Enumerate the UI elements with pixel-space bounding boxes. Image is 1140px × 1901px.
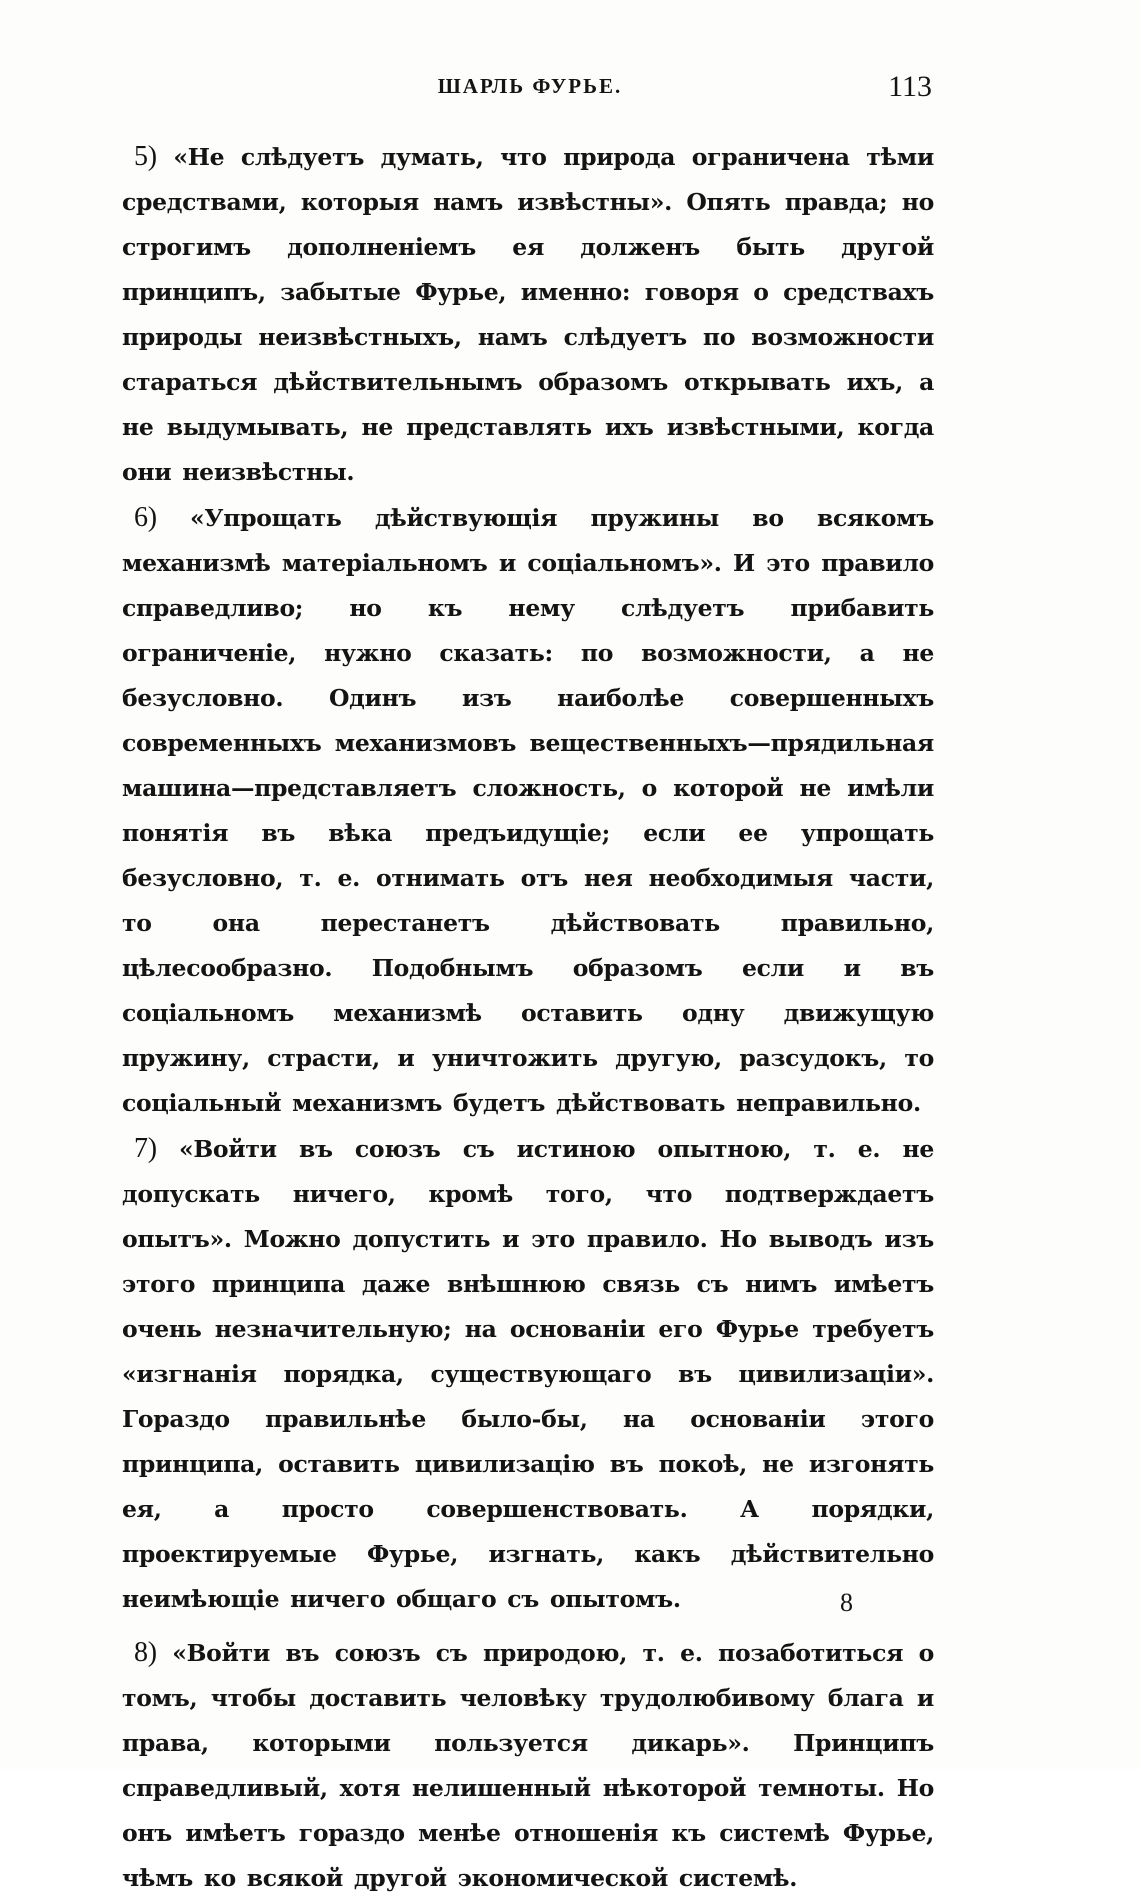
- paragraph-text: «Упрощать дѣйствующія пружины во всякомъ механизмѣ матеріальномъ и соціальномъ». И это правило справедливо; но къ нему слѣдуетъ прибавить ограниченіе, нужно сказать: по возможности, а не безусловно. Одинъ изъ наиболѣе совершенныхъ современныхъ механизмовъ вещественныхъ—прядильная машина—представляетъ сложность, о которой не имѣли понятія въ вѣка предъидущіе; если ее упрощать безусловно, т. е. отнимать отъ нея необходимыя части, то она перестанетъ дѣйствовать правильно, цѣлесообразно. Подобнымъ образомъ если и въ соціальномъ механизмѣ оставить одну движущую пружину, страсти, и уничтожить другую, разсудокъ, то соціальный механизмъ будетъ дѣйствовать неправильно.: [122, 504, 934, 1117]
- running-title: ШАРЛЬ ФУРЬЕ.: [437, 74, 623, 98]
- text-body: [122, 134, 934, 1901]
- paragraph-text: «Не слѣдуетъ думать, что природа ограничена тѣми средствами, которыя намъ извѣстны». Опять правда; но строгимъ дополненіемъ ея долженъ быть другой принципъ, забытые Фурье, именно: говоря о средствахъ природы неизвѣстныхъ, намъ слѣдуетъ по возможности стараться дѣйствительнымъ образомъ открывать ихъ, а не выдумывать, не представлять ихъ извѣстными, когда они неизвѣстны.: [122, 143, 934, 486]
- paragraph-number: 5): [134, 141, 157, 172]
- signature-mark: 8: [840, 1588, 853, 1617]
- paragraph-number: 8): [134, 1637, 157, 1668]
- paragraph-text: «Войти въ союзъ съ истиною опытною, т. е. не допускать ничего, кромѣ того, что подтверждаетъ опытъ». Можно допустить и это правило. Но выводъ изъ этого принципа даже внѣшнюю связь съ нимъ имѣетъ очень незначительную; на основаніи его Фурье требуетъ «изгнанія порядка, существующаго въ цивилизаціи». Гораздо правильнѣе было-бы, на основаніи этого принципа, оставить цивилизацію въ покоѣ, не изгонять ея, а просто совершенствовать. А порядки, проектируемые Фурье, изгнать, какъ дѣйствительно неимѣющіе ничего общаго съ опытомъ.: [122, 1135, 934, 1613]
- paragraph-5: [122, 134, 934, 495]
- paragraph-7: [122, 1126, 934, 1622]
- page-number: 113: [888, 70, 932, 103]
- paragraph-number: 7): [134, 1133, 157, 1164]
- paragraph-8: [122, 1630, 934, 1901]
- paragraph-number: 6): [134, 502, 157, 533]
- paragraph-6: [122, 495, 934, 1126]
- running-head: [128, 70, 932, 110]
- paragraph-text: «Войти въ союзъ съ природою, т. е. позаботиться о томъ, чтобы доставить человѣку трудолюбивому блага и права, которыми пользуется дикарь». Принципъ справедливый, хотя нелишенный нѣкоторой темноты. Но онъ имѣетъ гораздо менѣе отношенія къ системѣ Фурье, чѣмъ ко всякой другой экономической системѣ.: [122, 1639, 934, 1892]
